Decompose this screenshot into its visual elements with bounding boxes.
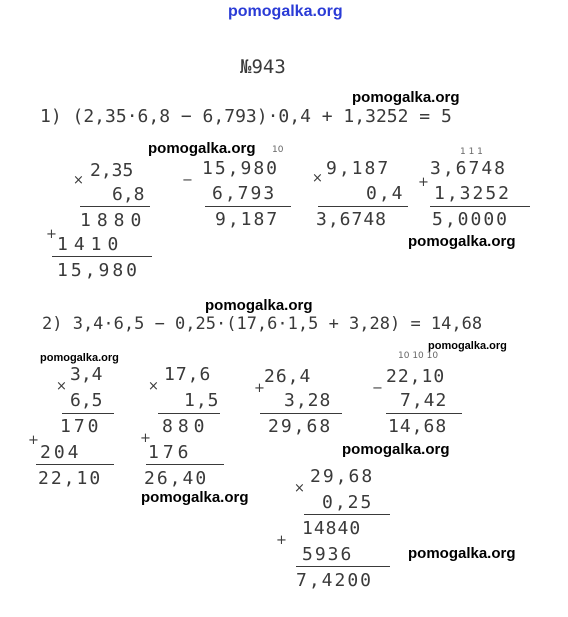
plus-sign: + <box>254 381 265 396</box>
underline <box>205 206 291 207</box>
subtrahend: 7,42 <box>400 390 448 411</box>
plus-sign: + <box>46 227 57 242</box>
multiplier: 1,5 <box>184 390 220 411</box>
multiplicand: 9,187 <box>326 158 391 179</box>
subtrahend: 6,793 <box>212 183 277 204</box>
problem-number: №943 <box>240 56 286 78</box>
underline <box>80 206 150 207</box>
sum-result: 5,0000 <box>432 209 510 230</box>
addend-2: 3,28 <box>284 390 332 411</box>
underline <box>386 413 462 414</box>
multiply-sign: × <box>73 173 84 188</box>
multiply-sign: × <box>294 481 305 496</box>
partial-product-1: 1880 <box>80 210 148 231</box>
watermark: pomogalka.org <box>408 545 516 562</box>
addend-1: 3,6748 <box>430 158 508 179</box>
underline <box>52 256 152 257</box>
watermark: pomogalka.org <box>408 233 516 250</box>
watermark: pomogalka.org <box>40 352 119 364</box>
product-result: 15,980 <box>57 260 141 281</box>
plus-sign: + <box>28 433 39 448</box>
underline <box>158 413 220 414</box>
difference-result: 9,187 <box>215 209 280 230</box>
watermark: pomogalka.org <box>205 297 313 314</box>
plus-sign: + <box>418 175 429 190</box>
borrow-marks: 10 <box>272 145 284 155</box>
multiply-sign: × <box>312 171 323 186</box>
multiply-sign: × <box>56 379 67 394</box>
multiplicand: 29,68 <box>310 466 375 487</box>
product-result: 26,40 <box>144 468 209 489</box>
minus-sign: − <box>182 173 193 188</box>
product-result: 7,4200 <box>296 570 374 591</box>
watermark: pomogalka.org <box>352 89 460 106</box>
multiplicand: 3,4 <box>70 364 103 385</box>
multiplier: 6,8 <box>112 184 145 205</box>
watermark: pomogalka.org <box>342 441 450 458</box>
product-result: 3,6748 <box>316 209 388 230</box>
underline <box>430 206 530 207</box>
addend-2: 1,3252 <box>434 183 512 204</box>
minuend: 15,980 <box>202 158 280 179</box>
addend-1: 26,4 <box>264 366 312 387</box>
watermark: pomogalka.org <box>141 489 249 506</box>
borrow-marks: 10 10 10 <box>398 351 439 361</box>
partial-product-2: 1410 <box>57 234 125 255</box>
partial-product-2: 176 <box>148 442 193 463</box>
multiplicand: 17,6 <box>164 364 212 385</box>
watermark: pomogalka.org <box>428 340 507 352</box>
carry-marks: 1 1 1 <box>460 147 483 157</box>
underline <box>304 514 390 515</box>
multiplier: 0,4 <box>366 183 405 204</box>
multiplier: 0,25 <box>322 492 374 513</box>
watermark: pomogalka.org <box>148 140 256 157</box>
multiply-sign: × <box>148 379 159 394</box>
minuend: 22,10 <box>386 366 446 387</box>
underline <box>36 464 114 465</box>
partial-product-1: 880 <box>162 416 210 437</box>
task2-expression: 2) 3,4·6,5 − 0,25·(17,6·1,5 + 3,28) = 14,68 <box>42 314 483 334</box>
site-header-link[interactable]: pomogalka.org <box>228 3 343 20</box>
underline <box>62 413 114 414</box>
task1-expression: 1) (2,35·6,8 − 6,793)·0,4 + 1,3252 = 5 <box>40 106 452 127</box>
product-result: 22,10 <box>38 468 103 489</box>
sum-result: 29,68 <box>268 416 333 437</box>
partial-product-2: 5936 <box>302 544 354 565</box>
minus-sign: − <box>372 381 383 396</box>
partial-product-1: 170 <box>60 416 102 437</box>
underline <box>260 413 342 414</box>
plus-sign: + <box>276 533 287 548</box>
multiplier: 6,5 <box>70 390 103 411</box>
plus-sign: + <box>140 431 151 446</box>
underline <box>318 206 408 207</box>
multiplicand: 2,35 <box>90 160 134 181</box>
difference-result: 14,68 <box>388 416 448 437</box>
partial-product-2: 204 <box>40 442 82 463</box>
underline <box>296 566 390 567</box>
partial-product-1: 14840 <box>302 518 362 539</box>
underline <box>146 464 224 465</box>
